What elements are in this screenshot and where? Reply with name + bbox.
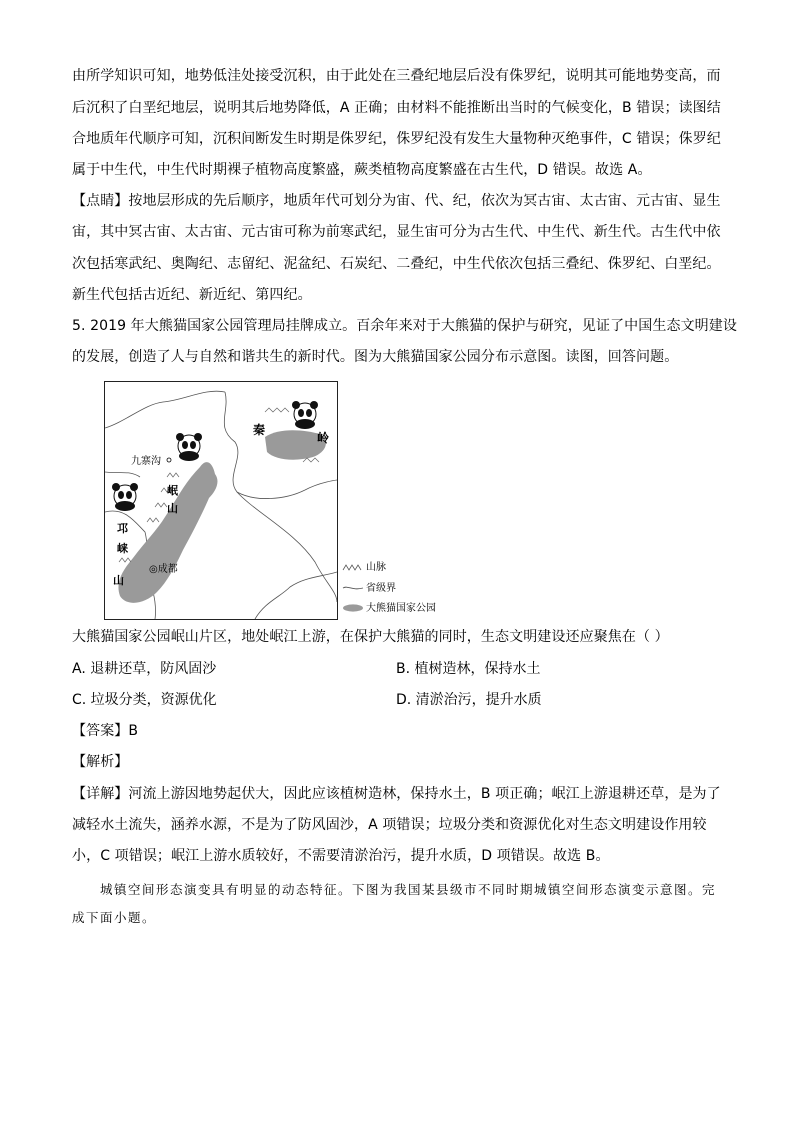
- minshan-label: 山: [167, 502, 178, 515]
- boundary-line: [105, 391, 225, 428]
- panda-park-map: [104, 381, 338, 620]
- text-line: 属于中生代，中生代时期裸子植物高度繁盛，蕨类植物高度繁盛在古生代，D 错误。故选 A。: [72, 162, 652, 178]
- dianjing-line: 宙，其中冥古宙、太古宙、元古宙可称为前寒武纪，显生宙可分为古生代、中生代、新生代。古生代中依: [72, 224, 721, 240]
- question-stem: 的发展，创造了人与自然和谐共生的新时代。图为大熊猫国家公园分布示意图。读图，回答问题。: [72, 349, 679, 365]
- legend-mountain: [342, 562, 386, 574]
- boundary-line: [237, 492, 337, 602]
- text-line: 合地质年代顺序可知，沉积间断发生时期是侏罗纪，侏罗纪没有发生大量物种灭绝事件，C 错误；侏罗纪: [72, 131, 721, 147]
- question-stem: 5. 2019 年大熊猫国家公园管理局挂牌成立。百余年来对于大熊猫的保护与研究，见证了中国生态文明建设: [72, 318, 737, 334]
- boundary-legend-icon: [342, 584, 364, 592]
- jiuzhaigou-marker: [167, 458, 171, 462]
- mountain-ridge: [119, 558, 131, 562]
- map-svg: [105, 382, 337, 619]
- legend-park: [342, 603, 436, 615]
- next-intro-line: 成下面小题。: [72, 910, 157, 925]
- detail-line: 小，C 项错误；岷江上游水质较好，不需要清淤治污，提升水质，D 项错误。故选 B。: [72, 848, 610, 864]
- jiexi-label: 【解析】: [72, 754, 129, 770]
- text-line: 后沉积了白垩纪地层，说明其后地势降低，A 正确；由材料不能推断出当时的气候变化，B 错误；读图结: [72, 100, 721, 116]
- mountain-ridge: [155, 503, 167, 507]
- chengdu-label: ◎成都: [149, 564, 178, 575]
- legend-label: 省级界: [366, 583, 396, 594]
- next-intro-line: 城镇空间形态演变具有明显的动态特征。下图为我国某县级市不同时期城镇空间形态演变示意图。完: [100, 882, 717, 897]
- legend-label: 山脉: [366, 562, 386, 573]
- minshan-label: 岷: [167, 484, 178, 497]
- option-d: D. 清淤治污，提升水质: [396, 692, 542, 708]
- qinling-label: 岭: [317, 431, 330, 445]
- dianjing-line: 次包括寒武纪、奥陶纪、志留纪、泥盆纪、石炭纪、二叠纪，中生代依次包括三叠纪、侏罗纪、白垩纪。: [72, 256, 721, 272]
- answer-label: 【答案】B: [72, 723, 139, 739]
- park-legend-icon: [342, 604, 364, 612]
- mountain-ridge: [265, 408, 289, 412]
- panda-icon: [292, 401, 318, 429]
- option-b: B. 植树造林，保持水土: [396, 661, 541, 677]
- detail-line: 【详解】河流上游因地势起伏大，因此应该植树造林，保持水土，B 项正确；岷江上游退耕还草，是为了: [72, 786, 721, 802]
- mountain-ridge: [147, 518, 159, 522]
- question-prompt: 大熊猫国家公园岷山片区，地处岷江上游，在保护大熊猫的同时，生态文明建设还应聚焦在（ ）: [72, 629, 669, 645]
- mountain-legend-icon: [342, 563, 364, 571]
- legend-boundary: [342, 583, 396, 595]
- legend-label: 大熊猫国家公园: [366, 603, 436, 614]
- qionglai-label: 崃: [117, 542, 128, 555]
- detail-line: 减轻水土流失，涵养水源，不是为了防风固沙，A 项错误；垃圾分类和资源优化对生态文明建设作用较: [72, 817, 707, 833]
- panda-icon: [112, 483, 138, 511]
- jiuzhaigou-label: 九寨沟: [131, 456, 161, 467]
- qionglai-label: 山: [113, 574, 124, 587]
- panda-icon: [176, 433, 202, 461]
- qinling-label: 秦: [253, 423, 266, 437]
- boundary-line: [255, 572, 337, 619]
- boundary-line: [105, 472, 140, 477]
- option-a: A. 退耕还草，防风固沙: [72, 661, 217, 677]
- dianjing-line: 【点睛】按地层形成的先后顺序，地质年代可划分为宙、代、纪，依次为冥古宙、太古宙、元古宙、显生: [72, 193, 721, 209]
- option-c: C. 垃圾分类，资源优化: [72, 692, 217, 708]
- mountain-ridge: [167, 473, 179, 477]
- qionglai-label: 邛: [117, 522, 128, 535]
- text-line: 由所学知识可知，地势低洼处接受沉积，由于此处在三叠纪地层后没有侏罗纪，说明其可能地势变高，而: [72, 68, 721, 84]
- dianjing-line: 新生代包括古近纪、新近纪、第四纪。: [72, 287, 312, 303]
